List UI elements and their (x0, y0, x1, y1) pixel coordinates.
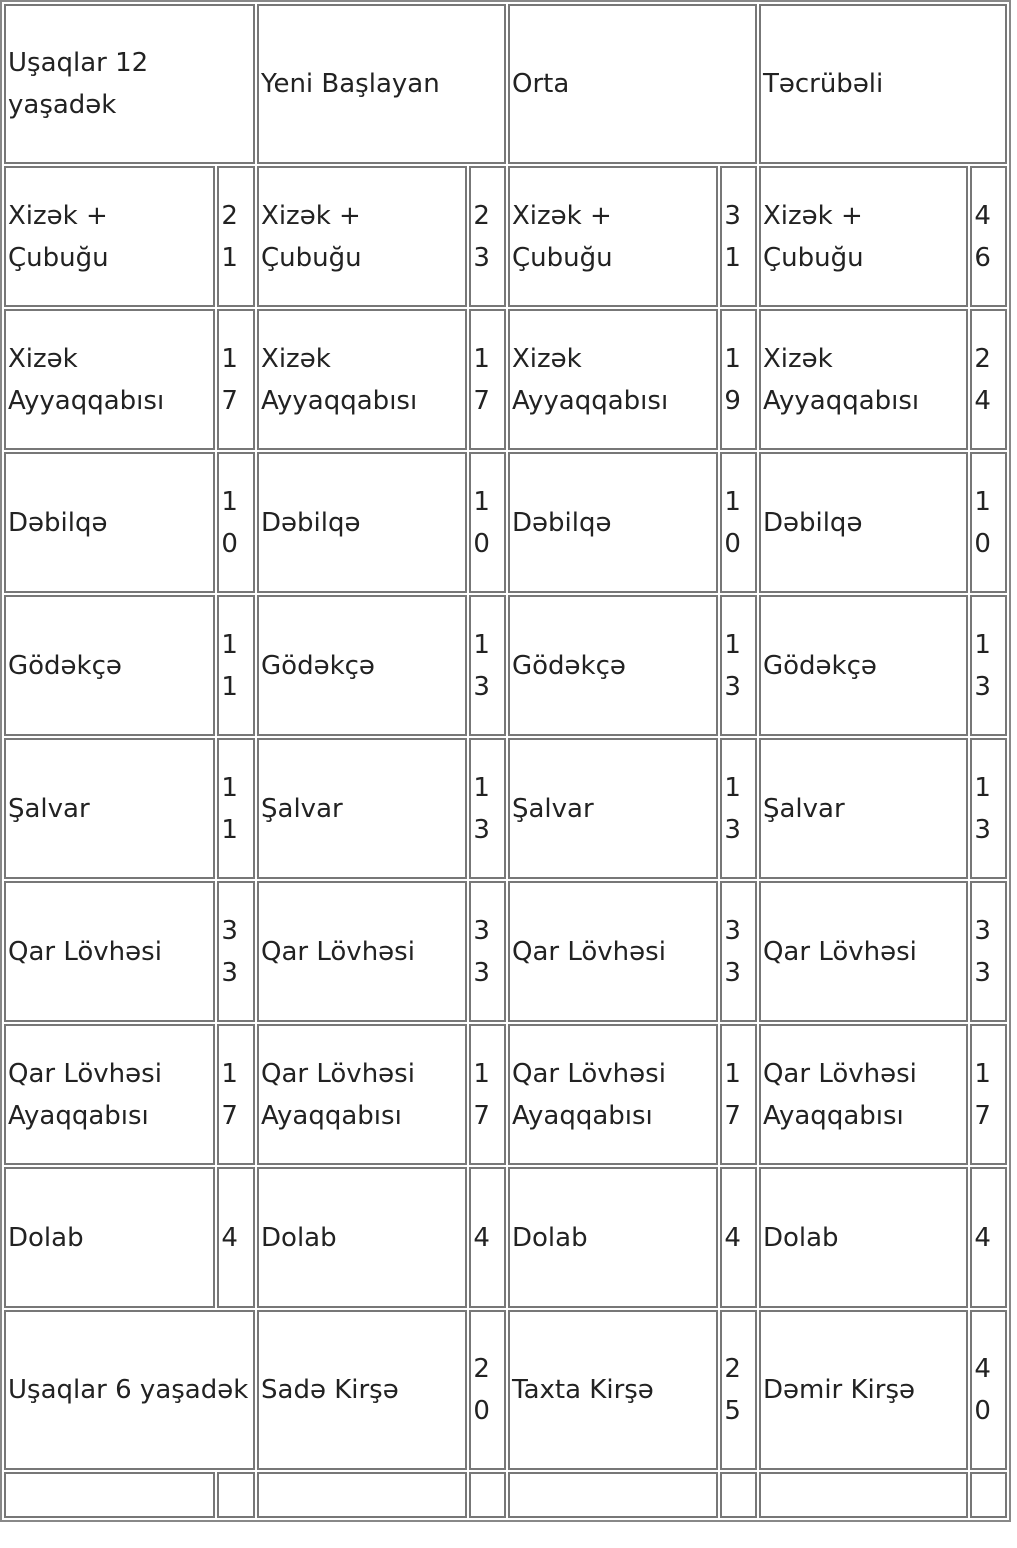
item-label: Xizək + Çubuğu (4, 166, 215, 307)
item-price: 10 (720, 452, 757, 593)
item-price: 13 (469, 595, 506, 736)
item-price: 13 (970, 738, 1007, 879)
table-row (4, 1167, 1007, 1308)
item-price: 33 (720, 881, 757, 1022)
item-label: Qar Lövhəsi (257, 881, 467, 1022)
item-label: Qar Lövhəsi Ayaqqabısı (4, 1024, 215, 1165)
item-price: 17 (469, 309, 506, 450)
item-label: Dolab (508, 1167, 718, 1308)
item-label: Dolab (759, 1167, 968, 1308)
item-price: 11 (217, 595, 255, 736)
item-price: 4 (970, 1167, 1007, 1308)
empty-cell (4, 1472, 215, 1518)
item-label: Qar Lövhəsi Ayaqqabısı (759, 1024, 968, 1165)
item-price: 17 (217, 1024, 255, 1165)
item-label: Gödəkçə (508, 595, 718, 736)
table-row (4, 595, 1007, 736)
sled-price: 25 (720, 1310, 757, 1470)
empty-cell (217, 1472, 255, 1518)
item-label: Qar Lövhəsi (759, 881, 968, 1022)
header-cell: Orta (508, 4, 757, 164)
item-label: Dəbilqə (759, 452, 968, 593)
table-row (4, 309, 1007, 450)
item-label: Qar Lövhəsi Ayaqqabısı (508, 1024, 718, 1165)
item-price: 17 (720, 1024, 757, 1165)
item-price: 10 (217, 452, 255, 593)
item-price: 17 (217, 309, 255, 450)
item-price: 17 (970, 1024, 1007, 1165)
item-price: 11 (217, 738, 255, 879)
item-label: Dolab (257, 1167, 467, 1308)
empty-row (4, 1472, 1007, 1518)
item-label: Xizək Ayyaqqabısı (4, 309, 215, 450)
item-price: 10 (469, 452, 506, 593)
item-price: 13 (720, 595, 757, 736)
item-price: 13 (970, 595, 1007, 736)
item-price: 24 (970, 309, 1007, 450)
item-label: Xizək + Çubuğu (257, 166, 467, 307)
item-price: 33 (217, 881, 255, 1022)
item-price: 33 (469, 881, 506, 1022)
item-label: Şalvar (508, 738, 718, 879)
header-cell: Təcrübəli (759, 4, 1007, 164)
sled-price: 20 (469, 1310, 506, 1470)
table-row (4, 738, 1007, 879)
item-label: Xizək Ayyaqqabısı (759, 309, 968, 450)
item-price: 21 (217, 166, 255, 307)
item-price: 10 (970, 452, 1007, 593)
item-price: 13 (469, 738, 506, 879)
item-label: Qar Lövhəsi (4, 881, 215, 1022)
table-row (4, 166, 1007, 307)
item-price: 23 (469, 166, 506, 307)
table-row (4, 881, 1007, 1022)
kids-sled-row (4, 1310, 1007, 1470)
item-label: Gödəkçə (257, 595, 467, 736)
item-label: Xizək Ayyaqqabısı (508, 309, 718, 450)
item-price: 33 (970, 881, 1007, 1022)
header-row (4, 4, 1007, 164)
sled-price: 40 (970, 1310, 1007, 1470)
item-price: 31 (720, 166, 757, 307)
header-cell: Uşaqlar 12 yaşadək (4, 4, 255, 164)
empty-cell (720, 1472, 757, 1518)
item-label: Dəbilqə (4, 452, 215, 593)
item-price: 17 (469, 1024, 506, 1165)
sled-label: Dəmir Kirşə (759, 1310, 968, 1470)
empty-cell (469, 1472, 506, 1518)
item-label: Xizək + Çubuğu (508, 166, 718, 307)
item-label: Gödəkçə (4, 595, 215, 736)
sled-label: Taxta Kirşə (508, 1310, 718, 1470)
item-label: Şalvar (759, 738, 968, 879)
item-label: Şalvar (4, 738, 215, 879)
empty-cell (508, 1472, 718, 1518)
item-price: 46 (970, 166, 1007, 307)
item-price: 4 (469, 1167, 506, 1308)
header-cell: Yeni Başlayan (257, 4, 506, 164)
item-price: 19 (720, 309, 757, 450)
item-price: 4 (217, 1167, 255, 1308)
empty-cell (257, 1472, 467, 1518)
item-price: 13 (720, 738, 757, 879)
item-label: Xizək + Çubuğu (759, 166, 968, 307)
item-label: Dəbilqə (508, 452, 718, 593)
table-row (4, 1024, 1007, 1165)
item-label: Qar Lövhəsi Ayaqqabısı (257, 1024, 467, 1165)
empty-cell (759, 1472, 968, 1518)
item-label: Xizək Ayyaqqabısı (257, 309, 467, 450)
item-label: Gödəkçə (759, 595, 968, 736)
table-row (4, 452, 1007, 593)
item-label: Dəbilqə (257, 452, 467, 593)
item-label: Qar Lövhəsi (508, 881, 718, 1022)
item-label: Dolab (4, 1167, 215, 1308)
item-label: Şalvar (257, 738, 467, 879)
empty-cell (970, 1472, 1007, 1518)
kids-row-label: Uşaqlar 6 yaşadək (4, 1310, 255, 1470)
item-price: 4 (720, 1167, 757, 1308)
sled-label: Sadə Kirşə (257, 1310, 467, 1470)
